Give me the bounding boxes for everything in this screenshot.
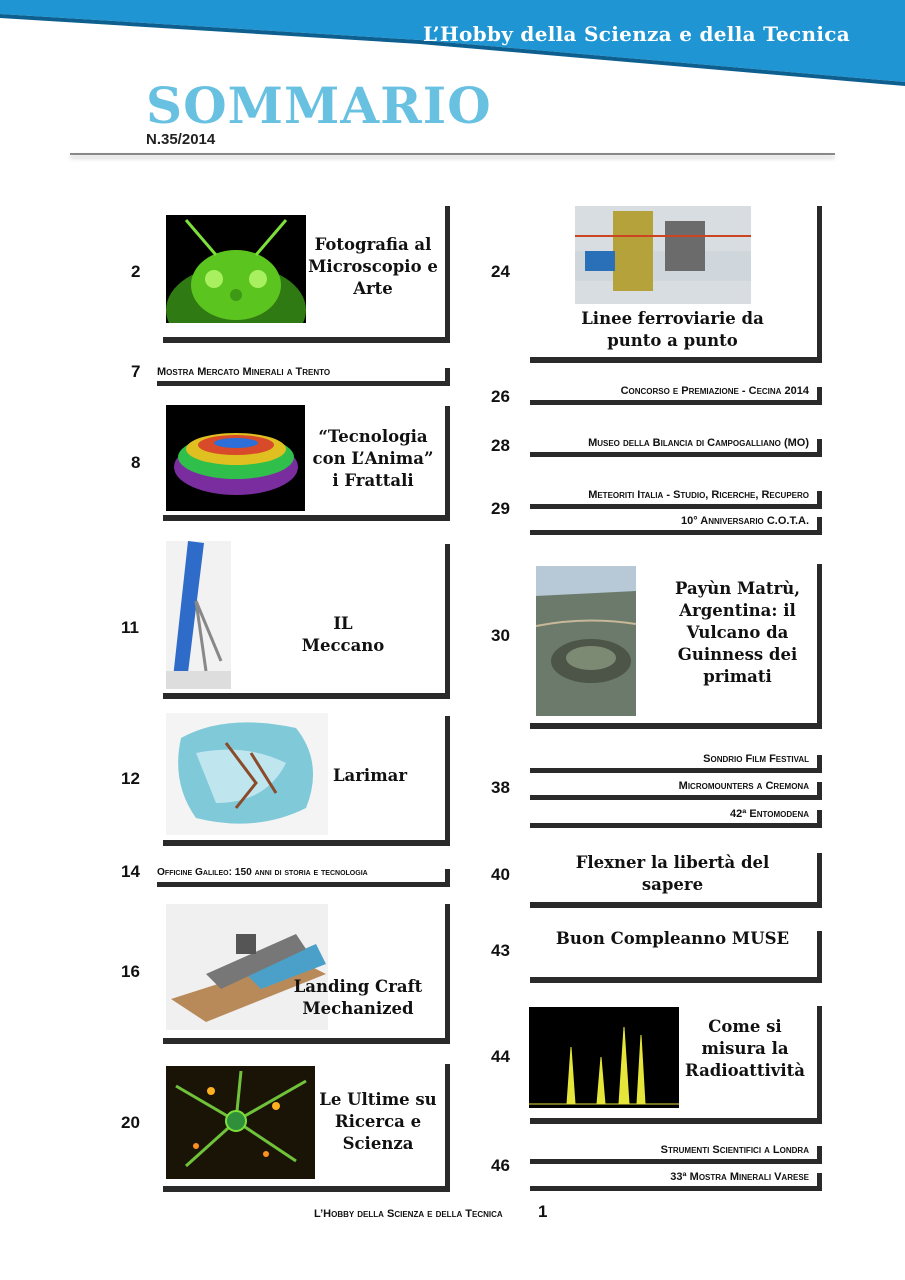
bar-title: Concorso e Premiazione - Cecina 2014 xyxy=(620,385,809,397)
page-number: 28 xyxy=(491,436,510,455)
header-divider xyxy=(70,153,835,155)
bar-title: Officine Galileo: 150 anni di storia e tecnologia xyxy=(157,867,368,878)
toc-bar[interactable] xyxy=(152,864,445,882)
banner-title: L’Hobby della Scienza e della Tecnica xyxy=(423,22,850,46)
toc-bar[interactable] xyxy=(525,805,817,823)
page-number: 44 xyxy=(491,1047,510,1066)
page-number: 14 xyxy=(121,862,140,881)
page-title: SOMMARIO xyxy=(146,76,492,135)
article-title: Linee ferroviarie da punto a punto xyxy=(581,309,764,350)
toc-bar[interactable] xyxy=(525,512,817,530)
volcano-image xyxy=(536,566,636,716)
page-number: 24 xyxy=(491,262,510,281)
toc-card[interactable] xyxy=(525,1000,817,1118)
article-title: Payùn Matrù, Argentina: il Vulcano da Guinness dei primati xyxy=(675,579,800,686)
page-number: 43 xyxy=(491,941,510,960)
bar-title: Sondrio Film Festival xyxy=(703,753,809,765)
issue-number: N.35/2014 xyxy=(146,131,216,148)
page-number: 20 xyxy=(121,1113,140,1132)
article-title: Landing Craft Mechanized xyxy=(293,977,423,1018)
article-title: IL Meccano xyxy=(301,614,385,655)
bar-title: 10° Anniversario C.O.T.A. xyxy=(680,515,809,527)
toc-card[interactable] xyxy=(158,898,445,1038)
microscope-insect-image xyxy=(166,215,306,323)
page-number: 12 xyxy=(121,769,140,788)
bar-title: Micromounters a Cremona xyxy=(678,780,809,792)
toc-bar[interactable] xyxy=(525,1141,817,1159)
page-number: 11 xyxy=(121,618,139,637)
toc-card[interactable] xyxy=(525,925,817,977)
page-number: 26 xyxy=(491,387,510,406)
toc-card[interactable] xyxy=(158,710,445,840)
toc-card[interactable] xyxy=(158,400,445,515)
toc-bar[interactable] xyxy=(152,363,445,381)
toc-card[interactable] xyxy=(158,200,445,337)
toc-card[interactable] xyxy=(158,1058,445,1186)
page-number: 16 xyxy=(121,962,140,981)
neurons-image xyxy=(166,1066,315,1179)
spectrum-image xyxy=(529,1007,679,1108)
footer-magazine-name: L’Hobby della Scienza e della Tecnica xyxy=(314,1208,503,1220)
page-number: 7 xyxy=(131,362,141,381)
toc-card[interactable] xyxy=(525,200,817,357)
larimar-image xyxy=(166,713,328,835)
toc-card[interactable] xyxy=(525,558,817,723)
bar-title: 33ª Mostra Minerali Varese xyxy=(670,1171,809,1183)
page-number: 40 xyxy=(491,865,510,884)
toc-bar[interactable] xyxy=(525,750,817,768)
meccano-image xyxy=(166,541,231,689)
article-title: Come si misura la Radioattività xyxy=(685,1017,805,1080)
toc-bar[interactable] xyxy=(525,1168,817,1186)
bar-title: Mostra Mercato Minerali a Trento xyxy=(157,366,331,378)
toc-bar[interactable] xyxy=(525,777,817,795)
page-number: 2 xyxy=(131,262,141,281)
circuit-board-image xyxy=(575,206,751,304)
page-number: 29 xyxy=(491,499,510,518)
page-number: 8 xyxy=(131,453,141,472)
fractal-image xyxy=(166,405,305,511)
article-title: Le Ultime su Ricerca e Scienza xyxy=(319,1090,437,1153)
bar-title: 42ª Entomodena xyxy=(730,808,809,820)
footer-page-number: 1 xyxy=(538,1202,548,1221)
page-number: 38 xyxy=(491,778,510,797)
page-number: 46 xyxy=(491,1156,510,1175)
toc-card[interactable] xyxy=(158,538,445,693)
article-title: “Tecnologia con L’Anima” i Frattali xyxy=(312,427,434,490)
page-number: 30 xyxy=(491,626,510,645)
article-title: Flexner la libertà del sapere xyxy=(575,853,770,894)
article-title: Fotografia al Microscopio e Arte xyxy=(308,235,438,298)
article-title: Larimar xyxy=(332,766,408,785)
toc-bar[interactable] xyxy=(525,382,817,400)
toc-bar[interactable] xyxy=(525,486,817,504)
bar-title: Strumenti Scientifici a Londra xyxy=(660,1144,809,1156)
toc-bar[interactable] xyxy=(525,434,817,452)
bar-title: Meteoriti Italia - Studio, Ricerche, Recupero xyxy=(588,489,809,501)
bar-title: Museo della Bilancia di Campogalliano (MO) xyxy=(588,437,809,449)
article-title: Buon Compleanno MUSE xyxy=(555,929,790,948)
toc-card[interactable] xyxy=(525,847,817,902)
